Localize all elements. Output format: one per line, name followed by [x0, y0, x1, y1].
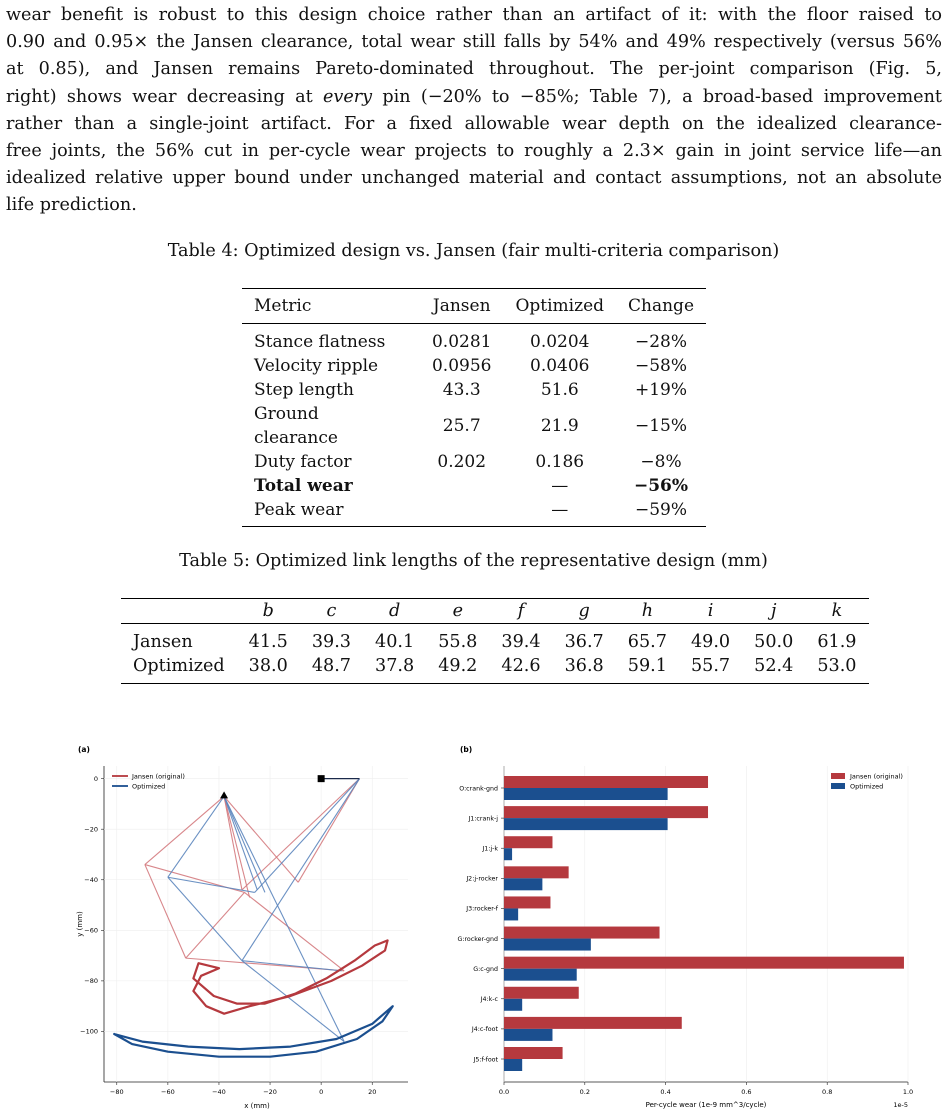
bar-optimized: [504, 999, 522, 1011]
table-cell: 61.9: [817, 632, 857, 652]
table-cell: Total wear: [254, 476, 353, 496]
x-tick-label: 0.0: [498, 1088, 510, 1096]
legend-label-jansen: Jansen (original): [850, 772, 903, 781]
y-tick-label: 0: [93, 774, 98, 783]
y-tick-label: J4:k-c: [480, 996, 498, 1004]
paragraph-line: rather than a single-joint artifact. For a fixed allowable wear depth on the idealized clearance-: [6, 113, 942, 134]
table-row: [242, 324, 706, 355]
table-cell: 0.202: [437, 452, 487, 472]
panel-b-xlabel: Per-cycle wear (1e-9 mm^3/cycle): [645, 1101, 767, 1109]
y-tick-label: J2:j-rocker: [466, 875, 498, 883]
table-cell: 42.6: [501, 656, 541, 676]
optimized-link: [224, 796, 344, 1041]
legend-swatch-jansen: [831, 773, 845, 779]
table-cell: 21.9: [540, 416, 579, 436]
table5-header: b: [262, 601, 274, 621]
table-row: [121, 624, 869, 655]
legend-swatch-optimized: [831, 783, 845, 789]
y-tick-label: O:crank-gnd: [459, 785, 498, 793]
table-cell: 0.0956: [431, 356, 492, 376]
figure-5: [0, 740, 947, 1115]
y-tick-label: J5:f-foot: [473, 1056, 498, 1064]
optimized-link: [255, 779, 360, 893]
bar-optimized: [504, 969, 577, 981]
x-tick-label: 1.0: [902, 1088, 914, 1096]
table5-header: c: [326, 601, 337, 621]
table-cell: Peak wear: [254, 500, 344, 520]
table-row: [242, 402, 706, 450]
panel-b-scale-note: 1e-5: [893, 1101, 908, 1109]
bar-jansen: [504, 896, 550, 908]
panel-a-label: (a): [78, 745, 90, 754]
table-cell: 0.0281: [431, 332, 492, 352]
x-tick-label: 0: [319, 1088, 324, 1096]
bar-optimized: [504, 908, 518, 920]
table-cell: 52.4: [754, 656, 794, 676]
table-cell: 49.2: [438, 656, 478, 676]
table-cell: —: [551, 476, 569, 496]
paragraph-line: [6, 84, 942, 111]
table5-header: f: [517, 601, 525, 621]
table-cell: −59%: [634, 500, 688, 520]
table-cell: [420, 474, 503, 498]
panel-a-foot-paths: [114, 940, 393, 1056]
ground-pivot-marker: [220, 791, 228, 798]
table-cell: 25.7: [442, 416, 481, 436]
table-cell: 36.7: [564, 632, 604, 652]
table-cell: 55.8: [438, 632, 478, 652]
table-cell: [420, 498, 503, 527]
table4-header: Change: [628, 296, 694, 316]
x-tick-label: 20: [368, 1088, 377, 1096]
table-cell: 59.1: [627, 656, 667, 676]
jansen-link: [145, 796, 224, 864]
panel-a-linkage-plot: [76, 745, 408, 1110]
panel-b-legend: [831, 773, 903, 791]
crank-pivot-marker: [318, 775, 325, 782]
x-tick-label: 0.8: [822, 1088, 833, 1096]
table4-header-row: [242, 289, 706, 324]
table4-header: Optimized: [515, 296, 605, 316]
table-cell: Ground clearance: [254, 404, 338, 448]
table5-header-row: [121, 599, 869, 624]
table-row: [242, 474, 706, 498]
paragraph-line: idealized relative upper bound under unchanged material and contact assumptions, not an absolute: [6, 168, 942, 189]
table-cell: 41.5: [248, 632, 288, 652]
panel-b-bars: [504, 776, 904, 1071]
x-tick-label: 0.2: [579, 1088, 590, 1096]
jansen-link: [245, 892, 345, 970]
panel-b-wear-bar-chart: [457, 745, 913, 1109]
bar-optimized: [504, 1029, 552, 1041]
table-cell: −28%: [634, 332, 688, 352]
bar-optimized: [504, 939, 591, 951]
table-cell: Stance flatness: [254, 332, 386, 352]
table-row: [242, 354, 706, 378]
table-cell: 55.7: [690, 656, 731, 676]
bar-jansen: [504, 987, 579, 999]
bar-jansen: [504, 806, 708, 818]
table-cell: Velocity ripple: [254, 356, 379, 376]
table5-header: h: [641, 601, 654, 621]
table5-header: [121, 599, 237, 624]
paragraph-line: 0.90 and 0.95× the Jansen clearance, total wear still falls by 54% and 49% respectively (versus 56%: [6, 32, 942, 53]
table5: [121, 598, 869, 684]
table-cell: −8%: [640, 452, 682, 472]
table-cell: 38.0: [248, 656, 288, 676]
bar-jansen: [504, 836, 552, 848]
panel-b-label: (b): [460, 745, 473, 754]
jansen-link: [298, 779, 359, 883]
table-cell: 39.3: [311, 632, 352, 652]
optimized-link: [242, 961, 344, 1042]
table-cell: 0.0204: [530, 332, 590, 352]
table-cell: 65.7: [627, 632, 667, 652]
bar-jansen: [504, 1047, 563, 1059]
table-cell: −58%: [634, 356, 688, 376]
bar-optimized: [504, 848, 512, 860]
table4: [242, 288, 706, 527]
table5-header: g: [578, 601, 590, 621]
table-cell: 49.0: [690, 632, 731, 652]
table-row: [121, 654, 869, 684]
y-tick-label: G:c-gnd: [473, 965, 498, 973]
paragraph-text: pin (−20% to −85%; Table 7), a broad-based improvement: [372, 86, 942, 107]
legend-label-jansen: Jansen (original): [132, 772, 185, 781]
jansen-link: [145, 865, 186, 959]
table-cell: 51.6: [540, 380, 579, 400]
table-cell: 37.8: [375, 656, 415, 676]
table5-header: k: [831, 601, 843, 621]
y-tick-label: −80: [84, 977, 98, 986]
paragraph-line: wear benefit is robust to this design choice rather than an artifact of it: with the floor raised to: [6, 5, 942, 25]
bar-jansen: [504, 776, 708, 788]
x-tick-label: −60: [161, 1088, 175, 1096]
paragraph-line: at 0.85), and Jansen remains Pareto-dominated throughout. The per-joint comparison (Fig. 5,: [6, 59, 942, 80]
panel-a-legend: [112, 773, 185, 791]
table-cell: 53.0: [817, 656, 857, 676]
table4-caption: Table 4: Optimized design vs. Jansen (fair multi-criteria comparison): [167, 241, 780, 261]
table-cell: 43.3: [442, 380, 481, 400]
table5-header: j: [771, 601, 777, 621]
table-cell: Jansen: [133, 632, 193, 652]
paragraph-line: life prediction.: [6, 195, 137, 216]
jansen-link: [186, 892, 245, 958]
table-cell: 39.4: [501, 632, 541, 652]
jansen-link: [242, 779, 360, 890]
table-cell: Step length: [254, 380, 354, 400]
panel-a-xlabel: x (mm): [244, 1102, 270, 1110]
table5-header: i: [707, 601, 714, 621]
table-cell: −15%: [634, 416, 688, 436]
table-row: [242, 378, 706, 402]
optimized-link: [242, 961, 342, 971]
bar-jansen: [504, 927, 660, 939]
table5-caption: Table 5: Optimized link lengths of the representative design (mm): [179, 551, 768, 571]
bar-optimized: [504, 788, 668, 800]
bar-jansen: [504, 1017, 682, 1029]
bar-jansen: [504, 957, 904, 969]
table-cell: +19%: [634, 380, 688, 400]
x-tick-label: 0.4: [660, 1088, 671, 1096]
y-tick-label: G:rocker-gnd: [457, 935, 498, 943]
table-row: [242, 498, 706, 527]
optimized-link: [168, 877, 242, 960]
body-paragraph: [6, 2, 942, 220]
y-tick-label: −20: [84, 825, 98, 834]
jansen-link: [224, 796, 242, 890]
table-cell: 40.1: [375, 632, 415, 652]
bar-optimized: [504, 818, 668, 830]
table-cell: Duty factor: [254, 452, 352, 472]
table-cell: 36.8: [564, 656, 604, 676]
y-tick-label: J4:c-foot: [471, 1026, 498, 1034]
table-cell: 0.0406: [530, 356, 590, 376]
bar-jansen: [504, 866, 569, 878]
table-cell: —: [551, 500, 569, 520]
table-cell: 48.7: [311, 656, 352, 676]
x-tick-label: −40: [212, 1088, 226, 1096]
y-tick-label: J1:j-k: [482, 845, 498, 853]
table-cell: Optimized: [133, 656, 225, 676]
paragraph-text: right) shows wear decreasing at: [6, 86, 323, 107]
legend-label-optimized: Optimized: [850, 782, 884, 791]
y-tick-label: −60: [84, 926, 98, 935]
bar-optimized: [504, 1059, 522, 1071]
table4-header: Jansen: [432, 296, 491, 316]
table4-header: Metric: [254, 296, 312, 316]
table-cell: −56%: [633, 476, 689, 496]
table5-header: d: [388, 601, 401, 621]
table5-header: e: [452, 601, 463, 621]
table-cell: 50.0: [754, 632, 794, 652]
x-tick-label: 0.6: [741, 1088, 752, 1096]
emphasis-every: every: [322, 86, 373, 107]
x-tick-label: −80: [109, 1088, 124, 1096]
table-cell: 0.186: [535, 452, 585, 472]
panel-a-ylabel: y (mm): [76, 911, 84, 937]
x-tick-label: −20: [263, 1088, 277, 1096]
y-tick-label: J3:rocker-f: [466, 905, 498, 913]
y-tick-label: J1:crank-j: [468, 815, 498, 823]
paragraph-line: free joints, the 56% cut in per-cycle wear projects to roughly a 2.3× gain in joint service life—an: [6, 141, 942, 162]
jansen-foot-path: [193, 940, 387, 1013]
legend-label-optimized: Optimized: [132, 782, 166, 791]
y-tick-label: −100: [80, 1027, 98, 1036]
bar-optimized: [504, 878, 542, 890]
panel-a-linkages: [145, 775, 360, 1041]
table-row: [242, 450, 706, 474]
optimized-link: [224, 796, 257, 890]
y-tick-label: −40: [84, 876, 98, 885]
